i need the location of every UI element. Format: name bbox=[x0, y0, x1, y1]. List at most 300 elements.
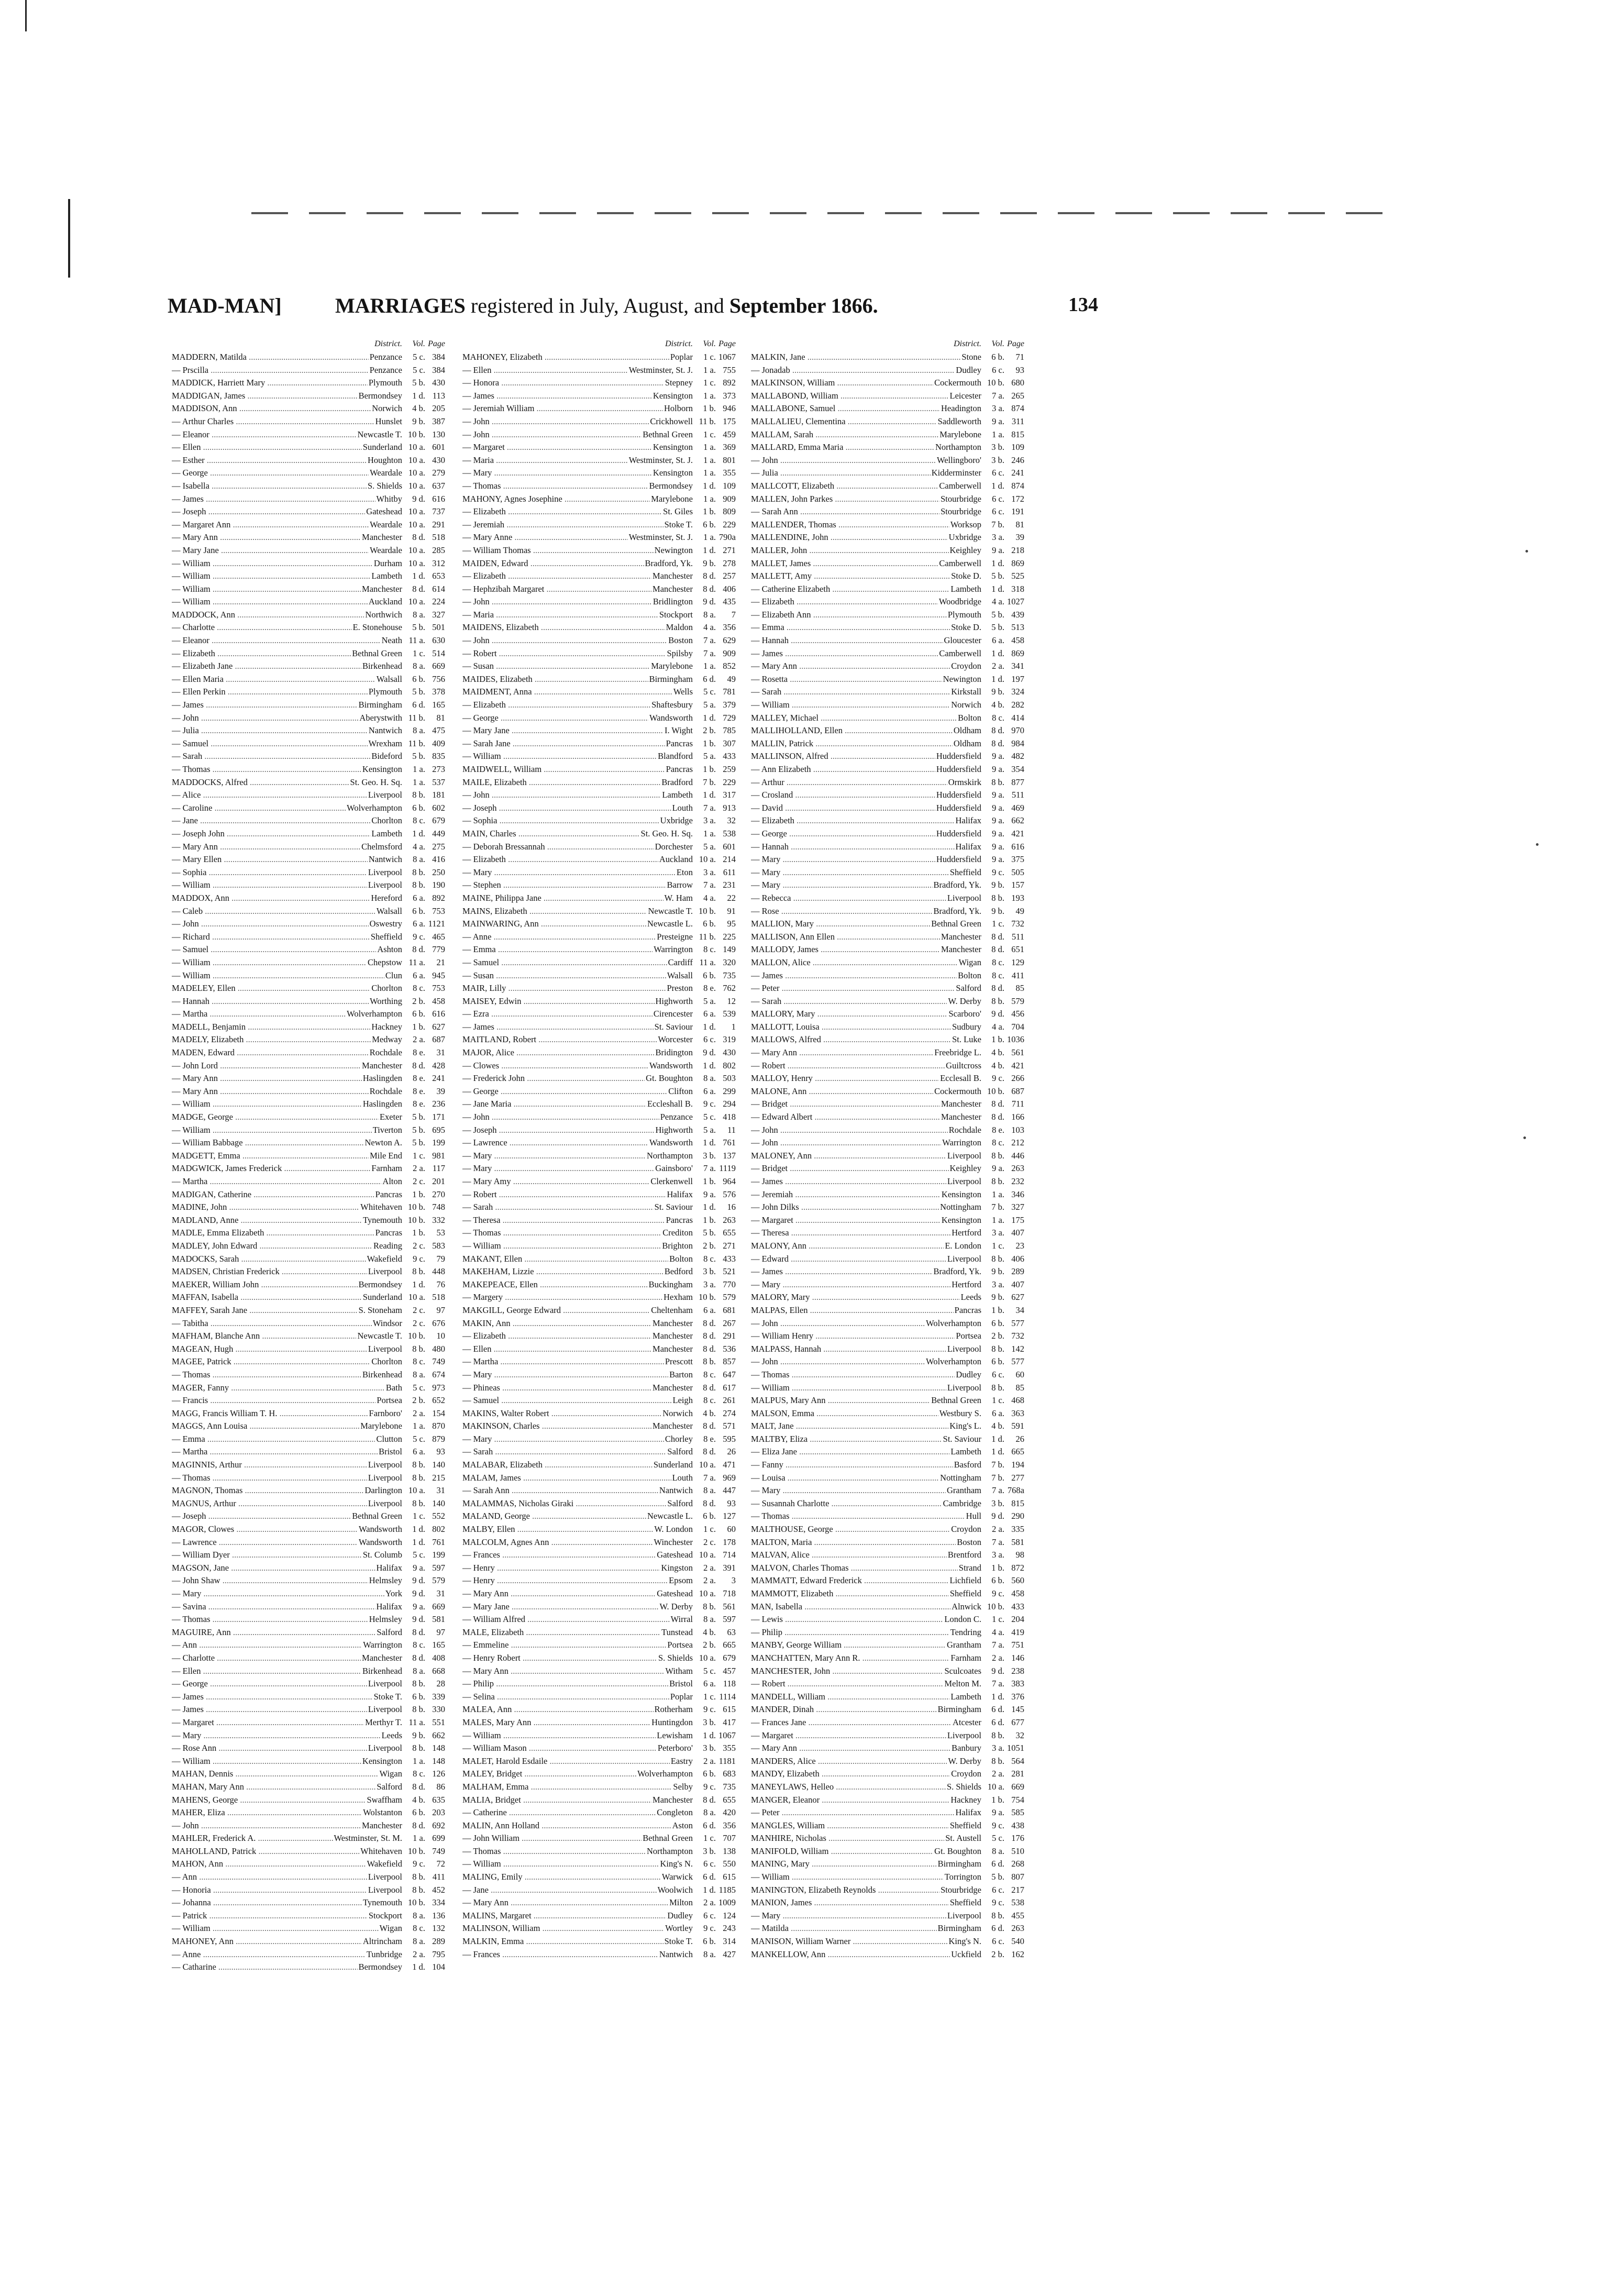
entry-page: 857 bbox=[723, 1356, 736, 1367]
register-entry bbox=[462, 1691, 736, 1704]
entry-page: 615 bbox=[723, 1872, 736, 1882]
entry-district: Crickhowell bbox=[649, 415, 693, 428]
entry-page: 137 bbox=[723, 1150, 736, 1161]
register-entry bbox=[462, 1806, 736, 1819]
entry-page: 178 bbox=[723, 1537, 736, 1547]
entry-district: Dudley bbox=[666, 1909, 693, 1923]
entry-name: — Francis ..... bbox=[172, 1394, 375, 1407]
entry-district: Nantwich bbox=[368, 853, 402, 866]
entry-name: — Elizabeth Jane ..... bbox=[172, 660, 361, 673]
entry-volume: 9 a. bbox=[992, 841, 1004, 852]
entry-district: Dudley bbox=[955, 364, 981, 377]
entry-volume: 1 d. bbox=[703, 1021, 716, 1032]
register-entry bbox=[462, 712, 736, 725]
entry-name: MALHAM, Emma ..... bbox=[462, 1781, 672, 1794]
entry-district: Banbury bbox=[950, 1742, 981, 1755]
entry-volume: 8 a. bbox=[413, 1936, 425, 1947]
entry-district: Plymouth bbox=[368, 377, 402, 390]
entry-page: 243 bbox=[723, 1923, 736, 1934]
entry-page: 514 bbox=[432, 648, 445, 658]
register-entry bbox=[462, 866, 736, 879]
entry-name: — John ..... bbox=[172, 1819, 361, 1833]
entry-district: Liverpool bbox=[946, 1175, 981, 1188]
entry-volume: 8 c. bbox=[703, 1395, 716, 1406]
entry-page: 735 bbox=[723, 970, 736, 980]
entry-name: MALLER, John ..... bbox=[751, 544, 949, 557]
entry-volume: 7 a. bbox=[703, 648, 716, 658]
entry-volume: 6 a. bbox=[992, 635, 1004, 646]
entry-district: Chorlton bbox=[370, 814, 402, 827]
entry-page: 1027 bbox=[1007, 597, 1024, 607]
entry-district: Wigan bbox=[958, 956, 981, 969]
entry-page: 984 bbox=[1011, 738, 1024, 748]
entry-name: MALEY, Bridget ..... bbox=[462, 1768, 636, 1781]
entry-page: 145 bbox=[1011, 1704, 1024, 1715]
entry-district: Bridlington bbox=[652, 595, 693, 609]
entry-volume: 2 a. bbox=[992, 1652, 1004, 1663]
entry-district: Uxbridge bbox=[659, 814, 693, 827]
entry-volume: 8 b. bbox=[991, 1150, 1004, 1161]
entry-name: MALLET, James ..... bbox=[751, 557, 938, 570]
register-entry bbox=[751, 1072, 1024, 1085]
entry-district: Whitehaven bbox=[359, 1201, 402, 1214]
entry-name: — Thomas ..... bbox=[462, 1845, 646, 1858]
entry-name: MALVON, Charles Thomas ..... bbox=[751, 1562, 958, 1575]
entry-district: Birkenhead bbox=[361, 660, 402, 673]
entry-district: Nantwich bbox=[368, 724, 402, 737]
entry-volume: 1 d. bbox=[412, 1524, 425, 1535]
register-entry bbox=[751, 377, 1024, 390]
register-entry bbox=[172, 1304, 445, 1317]
entry-district: Neath bbox=[381, 634, 402, 647]
entry-volume: 8 b. bbox=[703, 1601, 716, 1611]
entry-district: Halifax bbox=[955, 1806, 981, 1819]
entry-name: — Mary Amy ..... bbox=[462, 1175, 649, 1188]
entry-district: Manchester bbox=[940, 1098, 981, 1111]
register-entry bbox=[172, 583, 445, 596]
entry-page: 505 bbox=[1011, 867, 1024, 877]
entry-volume: 1 c. bbox=[703, 378, 716, 388]
register-entry bbox=[172, 531, 445, 544]
entry-page: 355 bbox=[723, 1743, 736, 1753]
entry-name: — Sophia ..... bbox=[172, 866, 367, 879]
entry-volume: 5 c. bbox=[413, 352, 425, 362]
entry-district: Liverpool bbox=[946, 1150, 981, 1163]
entry-volume: 8 b. bbox=[991, 1756, 1004, 1766]
entry-volume: 6 b. bbox=[991, 352, 1004, 362]
entry-volume: 9 a. bbox=[992, 764, 1004, 774]
entry-volume: 9 c. bbox=[703, 1923, 716, 1934]
entry-district: Wirral bbox=[670, 1613, 693, 1626]
register-entry bbox=[751, 1536, 1024, 1549]
entry-page: 433 bbox=[1011, 1601, 1024, 1611]
entry-page: 835 bbox=[432, 751, 445, 761]
entry-name: — John ..... bbox=[172, 918, 369, 931]
register-entry bbox=[462, 1935, 736, 1948]
entry-page: 753 bbox=[432, 983, 445, 994]
register-entry bbox=[751, 544, 1024, 557]
register-entry bbox=[172, 1059, 445, 1073]
entry-page: 537 bbox=[432, 777, 445, 787]
entry-volume: 6 b. bbox=[991, 1356, 1004, 1367]
entry-page: 1114 bbox=[719, 1691, 736, 1702]
entry-district: Stoke D. bbox=[950, 621, 981, 634]
entry-volume: 1 a. bbox=[703, 390, 716, 401]
entry-page: 307 bbox=[723, 738, 736, 748]
entry-page: 892 bbox=[723, 378, 736, 388]
entry-page: 81 bbox=[1015, 519, 1024, 529]
entry-name: MAIDMENT, Anna ..... bbox=[462, 686, 672, 699]
entry-page: 355 bbox=[723, 468, 736, 478]
entry-volume: 1 d. bbox=[991, 1691, 1004, 1702]
entry-volume: 5 b. bbox=[412, 687, 425, 697]
entry-district: Lambeth bbox=[370, 827, 402, 841]
register-entry bbox=[751, 1368, 1024, 1382]
entry-district: Bideford bbox=[370, 750, 402, 763]
entry-page: 218 bbox=[1011, 545, 1024, 555]
register-entry bbox=[172, 647, 445, 660]
register-entry bbox=[751, 1343, 1024, 1356]
entry-volume: 6 b. bbox=[703, 919, 716, 929]
register-entry bbox=[751, 1201, 1024, 1214]
entry-volume: 10 a. bbox=[408, 480, 425, 491]
entry-name: — Mary Anne ..... bbox=[462, 531, 628, 544]
entry-name: MAGG, Francis William T. H. ..... bbox=[172, 1407, 368, 1420]
entry-district: Manchester bbox=[651, 1330, 693, 1343]
entry-volume: 7 a. bbox=[992, 1679, 1004, 1689]
entry-page: 257 bbox=[723, 571, 736, 581]
entry-page: 801 bbox=[723, 455, 736, 465]
entry-volume: 7 b. bbox=[991, 1460, 1004, 1470]
entry-name: MALEA, Ann ..... bbox=[462, 1703, 654, 1716]
entry-district: Manchester bbox=[361, 531, 402, 544]
entry-page: 91 bbox=[727, 906, 736, 916]
entry-page: 521 bbox=[723, 1266, 736, 1277]
entry-name: — Julia ..... bbox=[172, 724, 368, 737]
entry-name: MAHENS, George ..... bbox=[172, 1794, 366, 1807]
register-entry bbox=[172, 1896, 445, 1909]
entry-volume: 6 a. bbox=[413, 970, 425, 980]
register-entry bbox=[172, 1639, 445, 1652]
entry-volume: 8 c. bbox=[992, 1138, 1004, 1148]
register-entry bbox=[172, 1729, 445, 1742]
entry-name: MADGE, George ..... bbox=[172, 1111, 379, 1124]
entry-page: 32 bbox=[727, 815, 736, 826]
entry-volume: 6 c. bbox=[992, 1936, 1004, 1947]
entry-name: — Prscilla ..... bbox=[172, 364, 369, 377]
entry-volume: 10 b. bbox=[987, 1601, 1004, 1611]
entry-district: Kirkstall bbox=[950, 686, 981, 699]
entry-district: Wolverhampton bbox=[346, 1008, 402, 1021]
entry-volume: 4 a. bbox=[992, 1627, 1004, 1637]
entry-district: Newton A. bbox=[364, 1136, 403, 1150]
register-entry bbox=[751, 1433, 1024, 1446]
entry-volume: 9 b. bbox=[991, 906, 1004, 916]
entry-name: — William ..... bbox=[462, 1858, 659, 1871]
entry-district: Liverpool bbox=[367, 1703, 402, 1716]
register-entry bbox=[172, 557, 445, 570]
entry-name: MALLISON, Ann Ellen ..... bbox=[751, 931, 940, 944]
entry-page: 294 bbox=[723, 1099, 736, 1109]
register-entry bbox=[172, 1768, 445, 1781]
register-entry bbox=[462, 1278, 736, 1292]
entry-page: 749 bbox=[432, 1356, 445, 1367]
register-entry bbox=[751, 1420, 1024, 1433]
register-entry bbox=[462, 1368, 736, 1382]
entry-page: 779 bbox=[432, 944, 445, 955]
entry-volume: 3 b. bbox=[991, 442, 1004, 452]
entry-page: 981 bbox=[432, 1150, 445, 1161]
entry-volume: 4 a. bbox=[703, 622, 716, 633]
entry-volume: 3 b. bbox=[991, 455, 1004, 465]
entry-name: — Sarah Jane ..... bbox=[462, 737, 665, 750]
entry-name: MANIFOLD, William ..... bbox=[751, 1845, 933, 1858]
entry-name: — Ellen ..... bbox=[462, 1343, 651, 1356]
entry-district: Preston bbox=[666, 982, 693, 995]
register-entry bbox=[751, 673, 1024, 686]
register-entry bbox=[462, 1433, 736, 1446]
entry-district: Clutton bbox=[375, 1433, 402, 1446]
register-entry bbox=[172, 1046, 445, 1059]
entry-page: 448 bbox=[432, 1266, 445, 1277]
entry-name: MALE, Elizabeth ..... bbox=[462, 1626, 660, 1639]
entry-page: 97 bbox=[436, 1627, 445, 1637]
entry-district: Farnboro' bbox=[368, 1407, 402, 1420]
entry-name: — Sarah ..... bbox=[462, 1201, 654, 1214]
entry-page: 406 bbox=[1011, 1253, 1024, 1264]
entry-name: — William ..... bbox=[172, 1755, 361, 1768]
entry-volume: 9 c. bbox=[413, 1859, 425, 1869]
entry-district: Cockermouth bbox=[933, 377, 981, 390]
entry-volume: 9 c. bbox=[992, 867, 1004, 877]
entry-district: Birmingham bbox=[648, 673, 693, 686]
entry-name: MALLCOTT, Elizabeth ..... bbox=[751, 480, 938, 493]
entry-page: 732 bbox=[1011, 1331, 1024, 1341]
entry-name: — Joseph John ..... bbox=[172, 827, 370, 841]
entry-volume: 8 d. bbox=[412, 1781, 425, 1792]
register-entry bbox=[462, 1072, 736, 1085]
entry-volume: 9 b. bbox=[703, 558, 716, 568]
entry-name: MALIA, Bridget ..... bbox=[462, 1794, 651, 1807]
entry-district: Bristol bbox=[668, 1677, 693, 1691]
register-entry bbox=[462, 467, 736, 480]
entry-volume: 8 e. bbox=[413, 1073, 425, 1084]
entry-name: — George ..... bbox=[751, 827, 935, 841]
entry-district: Pancras bbox=[665, 737, 693, 750]
print-specks bbox=[1525, 550, 1531, 555]
entry-name: — Margery ..... bbox=[462, 1291, 662, 1304]
entry-name: MANEYLAWS, Helleo ..... bbox=[751, 1781, 946, 1794]
entry-name: — Richard ..... bbox=[172, 931, 370, 944]
entry-page: 579 bbox=[432, 1575, 445, 1586]
register-entry bbox=[172, 802, 445, 815]
entry-volume: 8 a. bbox=[413, 661, 425, 671]
entry-volume: 1 b. bbox=[703, 1176, 716, 1186]
entry-district: Wandsworth bbox=[358, 1536, 402, 1549]
entry-page: 560 bbox=[1011, 1575, 1024, 1586]
entry-district: Bethnal Green bbox=[641, 1832, 693, 1845]
register-entry bbox=[172, 1922, 445, 1935]
entry-page: 314 bbox=[723, 1936, 736, 1947]
entry-volume: 4 a. bbox=[992, 597, 1004, 607]
entry-page: 11 bbox=[727, 1124, 736, 1135]
register-entry bbox=[172, 570, 445, 583]
entry-volume: 2 b. bbox=[412, 996, 425, 1006]
entry-volume: 2 a. bbox=[992, 661, 1004, 671]
entry-name: — Bridget ..... bbox=[751, 1162, 949, 1175]
entry-volume: 2 c. bbox=[413, 1240, 425, 1251]
register-entry bbox=[751, 351, 1024, 364]
entry-name: MANGER, Eleanor ..... bbox=[751, 1794, 949, 1807]
register-entry bbox=[751, 1703, 1024, 1716]
register-entry bbox=[172, 1716, 445, 1729]
entry-volume: 9 c. bbox=[413, 1253, 425, 1264]
register-entry bbox=[172, 402, 445, 415]
register-entry bbox=[172, 1240, 445, 1253]
entry-page: 735 bbox=[723, 1781, 736, 1792]
entry-name: — Thomas ..... bbox=[172, 1613, 368, 1626]
entry-district: St. Saviour bbox=[942, 1433, 981, 1446]
entry-volume: 11 a. bbox=[408, 635, 425, 646]
register-entry bbox=[751, 1819, 1024, 1833]
register-entry bbox=[751, 1214, 1024, 1227]
entry-district: King's N. bbox=[659, 1858, 693, 1871]
entry-name: MALT, Jane ..... bbox=[751, 1420, 948, 1433]
entry-volume: 5 b. bbox=[412, 622, 425, 633]
register-entry bbox=[462, 841, 736, 854]
entry-name: — Mary Ann ..... bbox=[172, 1072, 362, 1085]
entry-page: 627 bbox=[432, 1021, 445, 1032]
entry-name: — David ..... bbox=[751, 802, 935, 815]
entry-district: Aston bbox=[671, 1819, 693, 1833]
entry-volume: 6 b. bbox=[703, 1769, 716, 1779]
register-entry bbox=[751, 1098, 1024, 1111]
entry-page: 561 bbox=[723, 1601, 736, 1611]
entry-name: — Joseph ..... bbox=[462, 1124, 655, 1137]
entry-volume: 10 b. bbox=[408, 1897, 425, 1908]
entry-page: 21 bbox=[436, 957, 445, 967]
entry-volume: 1 a. bbox=[703, 468, 716, 478]
entry-page: 781 bbox=[723, 687, 736, 697]
register-entry bbox=[462, 1214, 736, 1227]
entry-name: — Mary ..... bbox=[462, 1368, 668, 1382]
entry-district: Winchester bbox=[653, 1536, 693, 1549]
register-entry bbox=[751, 1587, 1024, 1600]
entry-volume: 8 c. bbox=[703, 1369, 716, 1379]
entry-volume: 6 d. bbox=[991, 1717, 1004, 1727]
entry-page: 579 bbox=[723, 1292, 736, 1302]
register-entry bbox=[172, 1317, 445, 1330]
entry-volume: 5 c. bbox=[413, 1382, 425, 1393]
entry-page: 419 bbox=[1011, 1627, 1024, 1637]
entry-volume: 1 a. bbox=[413, 764, 425, 774]
entry-page: 387 bbox=[432, 416, 445, 426]
entry-page: 756 bbox=[432, 674, 445, 684]
entry-page: 732 bbox=[1011, 919, 1024, 929]
entry-volume: 9 d. bbox=[703, 1047, 716, 1058]
entry-district: Haslingden bbox=[362, 1098, 402, 1111]
entry-page: 124 bbox=[723, 1910, 736, 1920]
entry-volume: 8 a. bbox=[992, 1846, 1004, 1856]
entry-district: Wigan bbox=[379, 1768, 402, 1781]
entry-district: Atcester bbox=[952, 1716, 981, 1729]
entry-district: Crediton bbox=[661, 1227, 693, 1240]
register-entry bbox=[751, 1768, 1024, 1781]
entry-volume: 1 c. bbox=[703, 1524, 716, 1535]
entry-name: — Peter ..... bbox=[751, 1806, 955, 1819]
register-entry bbox=[172, 415, 445, 428]
entry-page: 511 bbox=[1011, 790, 1024, 800]
entry-page: 503 bbox=[723, 1073, 736, 1084]
entry-volume: 5 c. bbox=[413, 365, 425, 375]
register-entry bbox=[172, 595, 445, 609]
entry-volume: 5 b. bbox=[703, 1228, 716, 1238]
register-entry bbox=[172, 1188, 445, 1201]
entry-name: MAKGILL, George Edward ..... bbox=[462, 1304, 650, 1317]
entry-page: 418 bbox=[723, 1112, 736, 1122]
entry-name: MADDERN, Matilda ..... bbox=[172, 351, 369, 364]
register-entry bbox=[751, 1613, 1024, 1626]
entry-district: Westminster, St. J. bbox=[628, 531, 693, 544]
entry-district: Walsall bbox=[666, 969, 693, 983]
entry-name: MAKINSON, Charles ..... bbox=[462, 1420, 651, 1433]
entry-name: — Jane ..... bbox=[172, 814, 370, 827]
entry-district: Oldham bbox=[953, 737, 981, 750]
entry-volume: 2 c. bbox=[413, 1318, 425, 1328]
register-entry bbox=[172, 1832, 445, 1845]
entry-name: — Sarah Ann ..... bbox=[462, 1484, 658, 1497]
entry-district: Stockport bbox=[658, 609, 693, 622]
register-entry bbox=[172, 1510, 445, 1523]
entry-district: Alnwick bbox=[950, 1600, 981, 1614]
entry-volume: 8 c. bbox=[992, 957, 1004, 967]
entry-volume: 8 b. bbox=[991, 1910, 1004, 1920]
entry-name: — Catherine ..... bbox=[462, 1806, 656, 1819]
entry-name: MALORY, Mary ..... bbox=[751, 1291, 960, 1304]
entry-name: — John ..... bbox=[751, 1355, 925, 1368]
entry-name: — Mary Ann ..... bbox=[751, 1046, 933, 1059]
entry-name: MANDELL, William ..... bbox=[751, 1691, 949, 1704]
entry-district: Leicester bbox=[949, 390, 981, 403]
entry-name: — Elizabeth ..... bbox=[172, 647, 351, 660]
entry-page: 1067 bbox=[718, 352, 736, 362]
entry-page: 363 bbox=[1011, 1408, 1024, 1418]
entry-name: — Mary Jane ..... bbox=[462, 724, 663, 737]
entry-page: 356 bbox=[723, 622, 736, 633]
entry-page: 679 bbox=[432, 815, 445, 826]
entry-name: — Mary Ann ..... bbox=[751, 1742, 950, 1755]
entry-name: MAMMOTT, Elizabeth ..... bbox=[751, 1587, 949, 1600]
entry-district: Eccleshall B. bbox=[646, 1098, 693, 1111]
dashed-separator bbox=[251, 212, 1403, 214]
entry-district: Saddleworth bbox=[937, 415, 981, 428]
entry-district: Spilsby bbox=[666, 647, 693, 660]
register-entry bbox=[462, 1201, 736, 1214]
entry-page: 263 bbox=[723, 1215, 736, 1225]
entry-district: Kensington bbox=[361, 1755, 402, 1768]
entry-district: Hackney bbox=[370, 1021, 402, 1034]
entry-page: 334 bbox=[432, 1897, 445, 1908]
register-entry bbox=[462, 1909, 736, 1923]
entry-district: Walsall bbox=[375, 905, 402, 918]
entry-page: 447 bbox=[723, 1485, 736, 1496]
entry-name: — Mary ..... bbox=[462, 1433, 664, 1446]
entry-volume: 6 a. bbox=[413, 1447, 425, 1457]
entry-volume: 1 d. bbox=[412, 571, 425, 581]
entry-page: 807 bbox=[1011, 1872, 1024, 1882]
entry-district: Cheltenham bbox=[650, 1304, 693, 1317]
entry-name: — George ..... bbox=[172, 467, 369, 480]
